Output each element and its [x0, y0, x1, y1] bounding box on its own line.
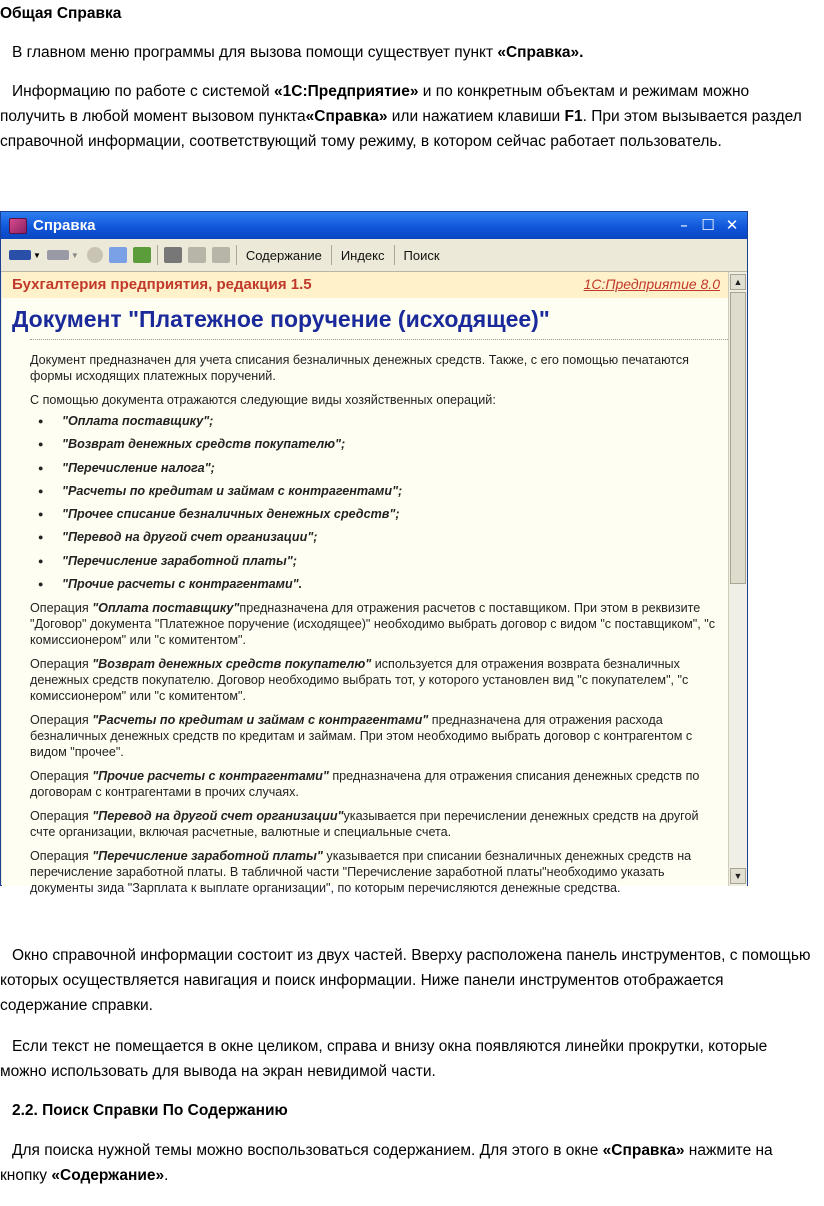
toolbar-divider — [394, 245, 395, 265]
print-icon[interactable] — [164, 247, 182, 263]
home-icon[interactable] — [133, 247, 151, 263]
p2-text-1: Информацию по работе с системой — [12, 83, 275, 100]
page-title: Общая Справка — [0, 5, 122, 22]
help-doc-title: Документ "Платежное поручение (исходящее)" — [12, 306, 550, 332]
help-content — [2, 272, 728, 896]
list-item: ● "Прочие расчеты с контрагентами". — [30, 573, 715, 596]
scroll-up-icon[interactable]: ▲ — [730, 274, 746, 290]
back-icon[interactable] — [9, 250, 31, 260]
op-prefix: Операция — [30, 809, 93, 824]
platform-link[interactable]: 1С:Предприятие 8.0 — [583, 276, 720, 292]
p2-bold-1: «1С:Предприятие» — [274, 83, 419, 100]
minimize-icon[interactable]: – — [680, 216, 688, 234]
paragraph-1 — [0, 40, 812, 65]
p2-bold-2: «Справка» — [305, 108, 388, 125]
toolbar-divider — [157, 245, 158, 265]
op-prefix: Операция — [30, 769, 93, 784]
op-prefix: Операция — [30, 849, 93, 864]
forward-dropdown-icon[interactable]: ▼ — [70, 250, 79, 260]
p5-bold-1: «Справка» — [602, 1142, 685, 1159]
help-header — [2, 272, 728, 298]
paragraph-3: Окно справочной информации состоит из двух частей. Вверху расположена панель инструментов, с помощью которых осуществляется навигация и поиск информации. Ниже панели инструментов отображается содержание справки. — [0, 947, 811, 1014]
refresh-icon[interactable] — [109, 247, 127, 263]
paragraph-2 — [0, 79, 812, 154]
ops-list — [30, 410, 715, 596]
op-text: указывается при списании безналичных денежных средств на перечисление заработной платы. В табличной части "Перечисление заработной платы"необходимо указать документы зида "Зарплата к выплате организации", по которым перечисляются денежные средства. — [30, 849, 692, 896]
op-prefix: Операция — [30, 657, 93, 672]
contents-button[interactable]: Содержание — [245, 247, 322, 263]
ops-intro: С помощью документа отражаются следующие виды хозяйственных операций: — [30, 393, 496, 407]
op-description — [30, 600, 715, 648]
toolbar-divider — [236, 245, 237, 265]
list-item: ● "Оплата поставщику"; — [30, 410, 715, 433]
window-title: Справка — [33, 217, 96, 234]
divider — [30, 339, 728, 340]
forward-icon[interactable] — [47, 250, 69, 260]
toolbar-divider — [331, 245, 332, 265]
op-name: "Оплата поставщику" — [92, 601, 240, 616]
op-description — [30, 768, 715, 800]
vertical-scrollbar[interactable] — [728, 272, 747, 886]
close-icon[interactable]: ✕ — [725, 216, 739, 234]
p2-text-2: и по конкретным объектам и режимам можно получить в любой момент вызовом пункта — [0, 83, 750, 125]
op-text: указывается при перечислении денежных средств на другой счте организации, включая расчетные, валютные и специальные счета. — [30, 809, 699, 840]
index-button[interactable]: Индекс — [340, 247, 385, 263]
list-item: ● "Возврат денежных средств покупателю"; — [30, 433, 715, 456]
p5-text-2: нажмите на кнопку — [0, 1142, 773, 1184]
help-body — [30, 352, 715, 904]
op-name: "Возврат денежных средств покупателю" — [92, 657, 372, 672]
p1-bold: «Справка». — [497, 44, 584, 61]
p2-bold-3: F1 — [564, 108, 583, 125]
scroll-down-icon[interactable]: ▼ — [730, 868, 746, 884]
maximize-icon[interactable]: ☐ — [701, 216, 715, 234]
p5-text-3: . — [164, 1167, 169, 1184]
sync-icon[interactable] — [212, 247, 230, 263]
p2-text-4: . При этом вызывается раздел справочной информации, соответствующий тому режиму, в котором сейчас работает пользователь. — [0, 108, 802, 150]
paragraph-5 — [0, 1138, 812, 1188]
op-text: предназначена для отражения списания денежных средств по договорам с контрагентами в прочих случаях. — [30, 769, 700, 800]
list-item: ● "Прочее списание безналичных денежных средств"; — [30, 503, 715, 526]
list-item: ● "Перевод на другой счет организации"; — [30, 526, 715, 549]
op-description — [30, 656, 715, 704]
config-name: Бухгалтерия предприятия, редакция 1.5 — [12, 276, 312, 293]
op-prefix: Операция — [30, 601, 93, 616]
help-intro: Документ предназначен для учета списания безналичных денежных средств. Также, с его помощью печатаются формы исходящих платежных поручений. — [30, 353, 689, 383]
paragraph-4: Если текст не помещается в окне целиком, справа и внизу окна появляются линейки прокрутки, которые можно использовать для вывода на экран невидимой части. — [0, 1038, 768, 1080]
op-name: "Перевод на другой счет организации" — [92, 809, 344, 824]
up-icon[interactable] — [188, 247, 206, 263]
list-item: ● "Перечисление заработной платы"; — [30, 550, 715, 573]
section-heading: 2.2. Поиск Справки По Содержанию — [12, 1102, 288, 1119]
window-titlebar — [1, 212, 747, 239]
back-dropdown-icon[interactable]: ▼ — [33, 250, 41, 260]
p2-text-3: или нажатием клавиши — [387, 108, 565, 125]
op-prefix: Операция — [30, 713, 93, 728]
p5-text-1: Для поиска нужной темы можно воспользоваться содержанием. Для этого в окне — [12, 1142, 603, 1159]
op-description — [30, 848, 715, 896]
op-text: предназначена для отражения расхода безналичных денежных средств по кредитам и займам. При этом необходимо выбрать договор с контрагентом с видом "прочее". — [30, 713, 693, 760]
op-text: предназначена для отражения расчетов с поставщиком. При этом в реквизите "Договор" документа "Платежное поручение (исходящее)" необходимо выбрать договор с видом "с поставщиком", "с комиссионером" или "с комитентом". — [30, 601, 715, 648]
scroll-thumb[interactable] — [730, 292, 746, 584]
book-icon — [9, 218, 27, 234]
help-window-screenshot — [0, 211, 748, 896]
op-name: "Расчеты по кредитам и займам с контрагентами" — [92, 713, 429, 728]
stop-icon[interactable] — [87, 247, 103, 263]
op-description — [30, 808, 715, 840]
op-description — [30, 712, 715, 760]
search-button[interactable]: Поиск — [403, 247, 440, 263]
list-item: ● "Перечисление налога"; — [30, 457, 715, 480]
op-text: используется для отражения возврата безналичных денежных средств покупателю. Договор необходимо выбрать тот, у которого установлен вид "с покупателем", "с комиссионером" или "с комитентом". — [30, 657, 689, 704]
op-name: "Перечисление заработной платы" — [92, 849, 323, 864]
p1-text: В главном меню программы для вызова помощи существует пункт — [12, 44, 498, 61]
list-item: ● "Расчеты по кредитам и займам с контрагентами"; — [30, 480, 715, 503]
help-toolbar — [1, 239, 747, 272]
op-name: "Прочие расчеты с контрагентами" — [92, 769, 329, 784]
p5-bold-2: «Содержание» — [51, 1167, 165, 1184]
